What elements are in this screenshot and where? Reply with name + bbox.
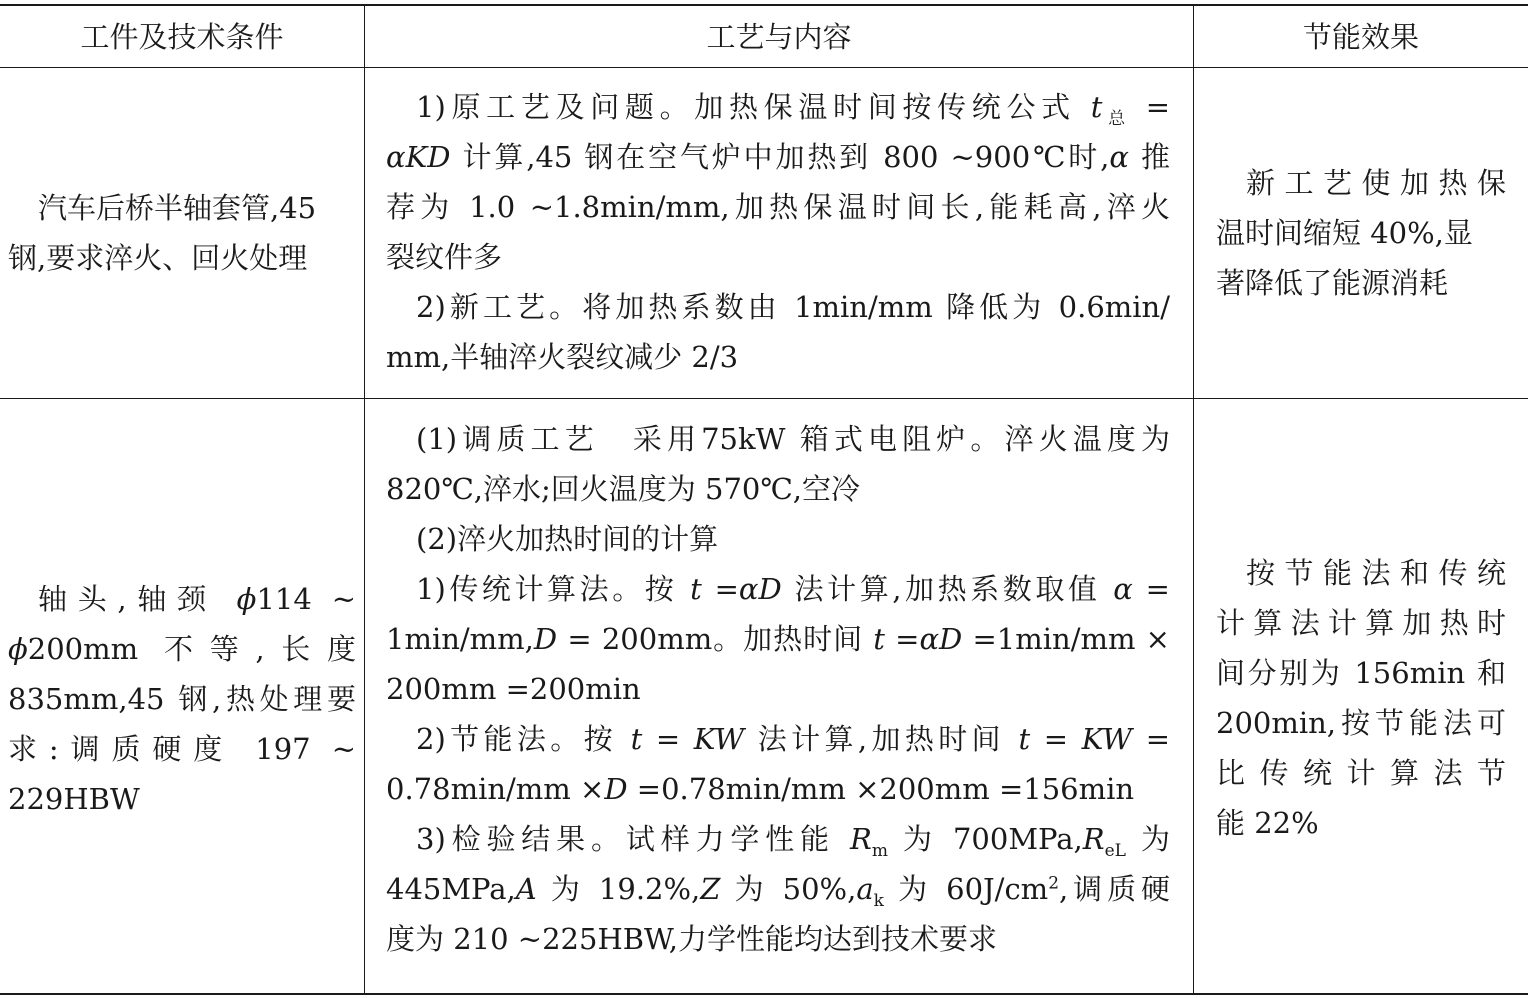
row1-process-line: mm,半轴淬火裂纹减少 2/3 xyxy=(386,340,739,374)
row1-process-line: 2)新工艺。将加热系数由 1min/mm 降低为 0.6min/ xyxy=(416,290,1170,324)
row2-process-line: (1)调质工艺 采用75kW 箱式电阻炉。淬火温度为 xyxy=(416,422,1170,456)
row2-process-line: (2)淬火加热时间的计算 xyxy=(416,522,719,556)
row1-process-line: αKD 计算,45 钢在空气炉中加热到 800 ~900℃时,α 推 xyxy=(386,140,1170,174)
row2-effect-line: 200min,按节能法可 xyxy=(1216,706,1506,740)
row1-process-line: 裂纹件多 xyxy=(386,240,503,274)
row2-process-line: 0.78min/mm ×D =0.78min/mm ×200mm =156min xyxy=(386,772,1135,806)
row2-condition-line: 求:调质硬度 197 ~ xyxy=(8,732,356,766)
row2-process-line: 2)节能法。按 t = KW 法计算,加热时间 t = KW = xyxy=(416,722,1170,756)
row1-process-line: 荐为 1.0 ~1.8min/mm,加热保温时间长,能耗高,淬火 xyxy=(386,190,1170,224)
header-effect: 节能效果 xyxy=(1302,19,1419,54)
header-process: 工艺与内容 xyxy=(706,19,852,54)
row2-condition-line: 轴头,轴颈 ϕ114 ~ xyxy=(38,582,357,616)
row2-effect xyxy=(1216,548,1506,848)
header-condition: 工件及技术条件 xyxy=(80,19,284,54)
row1-condition xyxy=(0,68,364,398)
row2-process-line: 度为 210 ~225HBW,力学性能均达到技术要求 xyxy=(386,922,997,956)
row2-effect-line: 计算法计算加热时 xyxy=(1216,606,1506,640)
row2-condition-line: 229HBW xyxy=(8,782,140,816)
row2-condition-line: 835mm,45 钢,热处理要 xyxy=(8,682,356,716)
row1-process-line: 1)原工艺及问题。加热保温时间按传统公式 $t_总$ = xyxy=(416,90,1171,129)
row1-condition-line: 钢,要求淬火、回火处理 xyxy=(8,241,308,275)
row2-process-line: 1)传统计算法。按 t =αD 法计算,加热系数取值 α = xyxy=(416,572,1170,606)
row2-process-line: 200mm =200min xyxy=(386,672,641,706)
row2-process-line: 3)检验结果。试样力学性能 $R_m$ 为 $700MPa,R_{eL}$ 为 xyxy=(416,822,1171,861)
row2-effect-line: 比传统计算法节 xyxy=(1216,756,1506,790)
row1-process xyxy=(386,82,1170,392)
table-bottom-rule xyxy=(0,993,1528,995)
row1-condition-line: 汽车后桥半轴套管,45 xyxy=(38,191,317,225)
row1-effect-line: 温时间缩短 40%,显 xyxy=(1216,216,1473,250)
row2-process-line: 820℃,淬水;回火温度为 570℃,空冷 xyxy=(386,472,861,506)
row2-condition xyxy=(8,574,356,824)
row2-process-line: 1min/mm,D = 200mm。加热时间 t =αD =1min/mm × xyxy=(386,622,1170,656)
row2-process xyxy=(386,414,1170,974)
row1-effect-line: 著降低了能源消耗 xyxy=(1216,266,1449,300)
row2-process-line: 445MPa,A 为 19.2%,Z 为 $50\%,a_k$ 为 $60J/cm^2$,调质硬 xyxy=(386,872,1171,911)
row-divider xyxy=(0,398,1528,399)
row1-effect xyxy=(1216,158,1506,318)
row2-effect-line: 按节能法和传统 xyxy=(1246,556,1506,590)
column-divider-2 xyxy=(1193,4,1194,994)
row1-effect-line: 新工艺使加热保 xyxy=(1246,166,1506,200)
column-divider-1 xyxy=(364,4,365,994)
row2-effect-line: 间分别为 156min 和 xyxy=(1216,656,1506,690)
row2-effect-line: 能 22% xyxy=(1216,806,1319,840)
row2-condition-line: ϕ200mm 不等,长度 xyxy=(8,632,356,666)
